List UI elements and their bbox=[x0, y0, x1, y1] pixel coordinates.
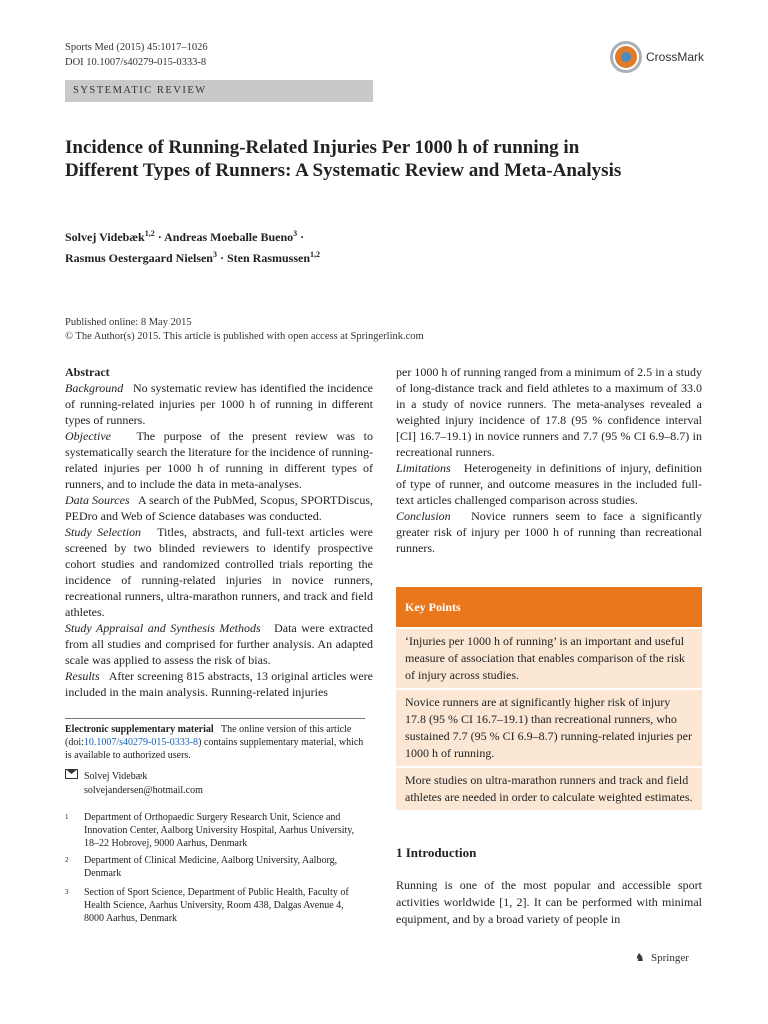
results-text: After screening 815 abstracts, 13 original articles were included in the main analysis. Running-related injuries bbox=[65, 669, 373, 699]
affiliation-number: 1 bbox=[65, 813, 69, 821]
key-point-item: Novice runners are at significantly higher risk of injury 17.8 (95 % CI 16.7–19.1) than recreational runners, who sustained 7.7 (95 % CI 6.9–8.7) running-related injuries per 1000 h of running. bbox=[396, 690, 702, 766]
article-title: Incidence of Running-Related Injuries Per 1000 h of running in Different Types of Runners: A Systematic Review and Meta-Analysis bbox=[65, 137, 622, 181]
affiliation-number: 2 bbox=[65, 856, 69, 864]
key-points-heading: Key Points bbox=[396, 587, 702, 627]
supplementary-material-note bbox=[65, 718, 365, 762]
abstract-appraisal bbox=[65, 620, 373, 668]
results-label: Results bbox=[65, 669, 100, 683]
abstract-right-column bbox=[396, 364, 702, 556]
key-point-item: ‘Injuries per 1000 h of running’ is an important and useful measure of association that enables comparison of the risk of injury across studies. bbox=[396, 629, 702, 688]
introduction-heading: 1 Introduction bbox=[396, 845, 477, 860]
key-points-box bbox=[396, 587, 702, 810]
background-text: No systematic review has identified the incidence of running-related injuries per 1000 h of running in different types of runners. bbox=[65, 381, 373, 427]
appraisal-text: Data were extracted from all studies and comprised for further analysis. An adapted scale was applied to assess the risk of bias. bbox=[65, 621, 373, 667]
limitations-label: Limitations bbox=[396, 461, 451, 475]
abstract-conclusion bbox=[396, 508, 702, 556]
results-continued: per 1000 h of running ranged from a minimum of 2.5 in a study of long-distance track and field athletes to a maximum of 33.0 in a study of novice runners. The meta-analyses revealed a weighted injury incidence of 17.8 (95 % confidence interval [CI] 16.7–19.1) in novice runners and 7.7 (95 % CI 6.9–8.7) in recreational runners. bbox=[396, 365, 702, 459]
crossmark-badge[interactable] bbox=[610, 38, 710, 76]
author-name: Sten Rasmussen bbox=[227, 251, 311, 265]
affiliation-text: Department of Orthopaedic Surgery Research Unit, Science and Innovation Center, Aalborg University Hospital, Aarhus University, 18–22 Hobrovej, 9000 Aarhus, Denmark bbox=[84, 812, 355, 849]
objective-text: The purpose of the present review was to systematically search the literature for the incidence of running-related injuries per 1000 h of running in different types of runners, and to include the data in meta-analyses. bbox=[65, 429, 373, 491]
esm-text-before: The online version of this article (doi: bbox=[65, 724, 352, 748]
sources-text: A search of the PubMed, Scopus, SPORTDiscus, PEDro and Web of Science databases was conducted. bbox=[65, 493, 374, 523]
key-point-item: More studies on ultra-marathon runners and track and field athletes are needed in order to calculate weighted estimates. bbox=[396, 768, 702, 810]
journal-line: Sports Med (2015) 45:1017–1026 bbox=[65, 42, 208, 53]
abstract-selection bbox=[65, 524, 373, 620]
abstract-left-column bbox=[65, 364, 373, 700]
envelope-icon bbox=[65, 769, 78, 779]
author-affiliation-sup: 1,2 bbox=[310, 250, 321, 259]
author-affiliation-sup: 3 bbox=[212, 250, 217, 259]
author-affiliation-sup: 3 bbox=[293, 229, 298, 238]
author-list: Solvej Videbæk$^{1,2}$ · Andreas Moeballe Bueno$^3$ · Rasmus Oestergaard Nielsen$^3$ · Sten Rasmussen$^{1,2}$ bbox=[65, 229, 321, 265]
abstract-heading: Abstract bbox=[65, 365, 110, 379]
contact-name: Solvej Videbæk bbox=[84, 771, 148, 782]
crossmark-icon bbox=[610, 41, 642, 73]
corresponding-author bbox=[65, 769, 365, 798]
limitations-text: Heterogeneity in definitions of injury, definition of type of runner, and outcome measures in the included full-text articles challenged comparison across studies. bbox=[396, 461, 703, 507]
contact-email[interactable]: solvejandersen@hotmail.com bbox=[84, 785, 203, 796]
conclusion-text: Novice runners seem to face a significantly greater risk of injury per 1000 h of running than recreational runners. bbox=[396, 509, 702, 555]
selection-text: Titles, abstracts, and full-text articles were screened by two blinded reviewers to identify prospective cohort studies and randomized controlled trials reporting the incidence of running-related injuries in novice runners, recreational runners, ultra-marathon runners, and track and field athletes. bbox=[65, 525, 373, 619]
author-name: Andreas Moeballe Bueno bbox=[164, 230, 294, 244]
introduction-text: Running is one of the most popular and accessible sport activities worldwide [1, 2]. It can be performed with minimal equipment, and by a broad variety of people in bbox=[396, 878, 702, 926]
abstract-limitations bbox=[396, 460, 702, 508]
esm-text-after: ) contains supplementary material, which is available to authorized users. bbox=[65, 737, 364, 761]
abstract-sources bbox=[65, 492, 373, 524]
crossmark-label: CrossMark bbox=[646, 50, 705, 64]
affiliation-item bbox=[65, 854, 365, 880]
copyright-notice: © The Author(s) 2015. This article is published with open access at Springerlink.com bbox=[65, 331, 424, 342]
published-date: Published online: 8 May 2015 bbox=[65, 317, 192, 328]
abstract-background bbox=[65, 380, 373, 428]
affiliation-text: Section of Sport Science, Department of Public Health, Faculty of Health Science, Aarhus University, Room 438, Dalgas Avenue 4, 8000 Aarhus, Denmark bbox=[84, 887, 349, 924]
abstract-objective bbox=[65, 428, 373, 492]
journal-citation bbox=[65, 40, 208, 70]
springer-logo bbox=[635, 952, 689, 964]
publisher-name: Springer bbox=[651, 952, 689, 964]
objective-label: Objective bbox=[65, 429, 111, 443]
springer-horse-icon: ♞ bbox=[635, 952, 645, 964]
doi-link[interactable]: 10.1007/s40279-015-0333-8 bbox=[83, 737, 199, 748]
selection-label: Study Selection bbox=[65, 525, 142, 539]
section-banner: SYSTEMATIC REVIEW bbox=[65, 80, 373, 102]
conclusion-label: Conclusion bbox=[396, 509, 451, 523]
affiliation-item bbox=[65, 886, 365, 925]
author-name: Solvej Videbæk bbox=[65, 230, 145, 244]
sources-label: Data Sources bbox=[65, 493, 130, 507]
publication-info bbox=[65, 316, 424, 344]
author-name: Rasmus Oestergaard Nielsen bbox=[65, 251, 213, 265]
abstract-results bbox=[65, 668, 373, 700]
esm-title: Electronic supplementary material bbox=[65, 724, 214, 735]
appraisal-label: Study Appraisal and Synthesis Methods bbox=[65, 621, 261, 635]
affiliation-text: Department of Clinical Medicine, Aalborg University, Aalborg, Denmark bbox=[84, 855, 338, 879]
affiliation-item bbox=[65, 811, 365, 850]
doi-line: DOI 10.1007/s40279-015-0333-8 bbox=[65, 57, 207, 68]
affiliation-number: 3 bbox=[65, 888, 69, 896]
background-label: Background bbox=[65, 381, 124, 395]
author-affiliation-sup: 1,2 bbox=[144, 229, 155, 238]
